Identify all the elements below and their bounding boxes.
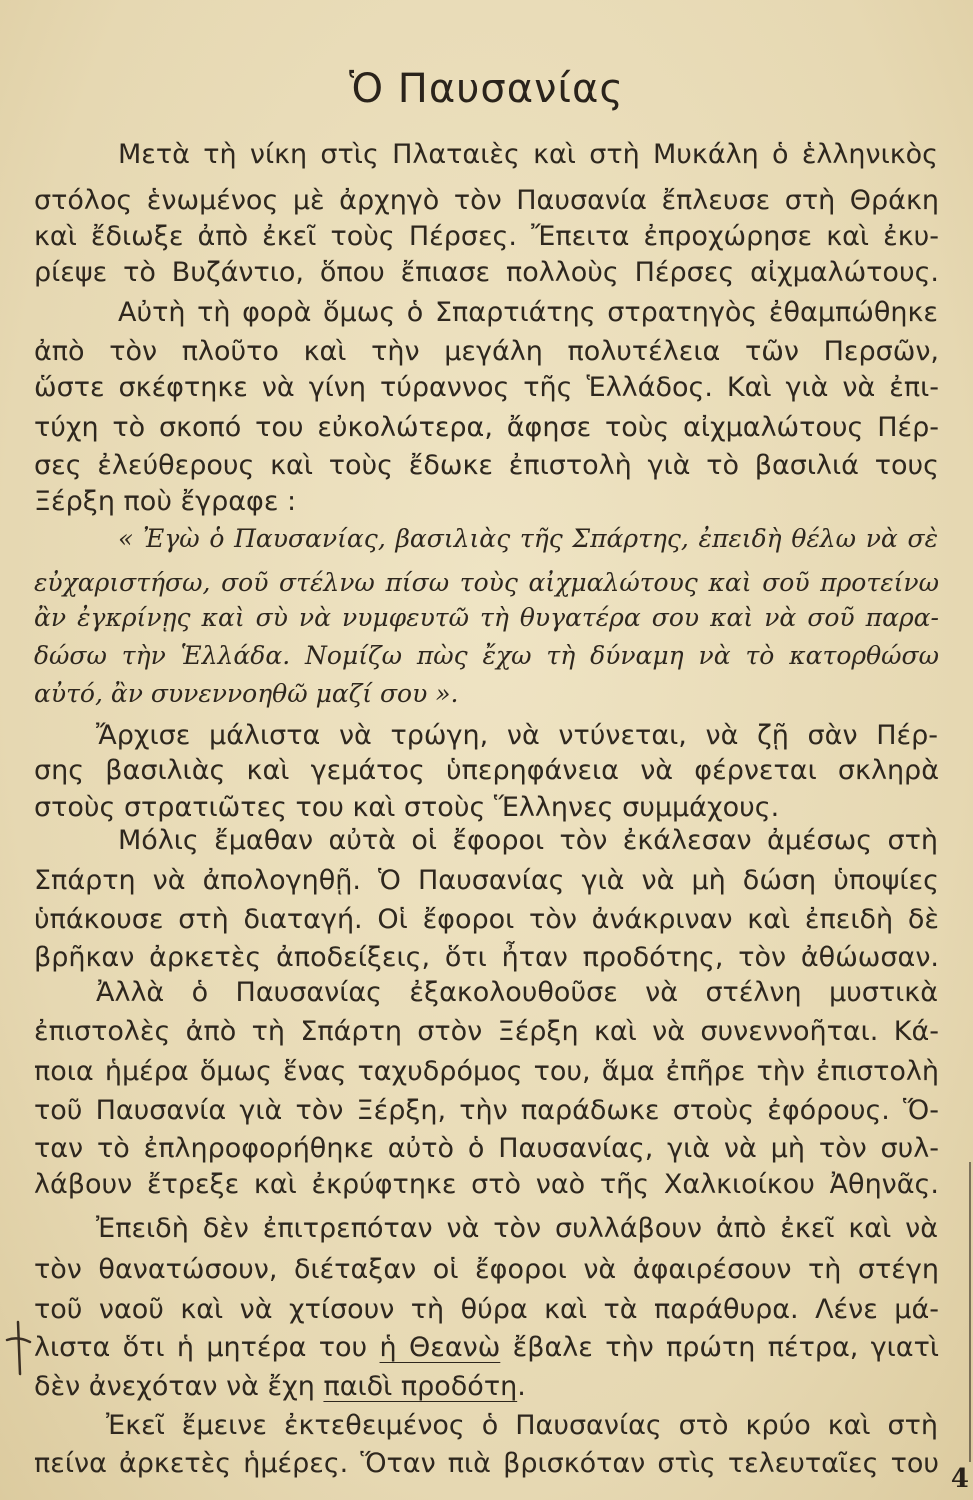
quote-line: ἂν ἐγκρίνῃς καὶ σὺ νὰ νυμφευτῶ τὴ θυγατέρα σου καὶ νὰ σοῦ παρα- <box>34 603 939 632</box>
page-number: 4 <box>950 1464 969 1494</box>
text-line: πείνα ἀρκετὲς ἡμέρες. Ὅταν πιὰ βρισκόταν στὶς τελευταῖες του <box>34 1448 939 1479</box>
text-line: ἀπὸ τὸν πλοῦτο καὶ τὴν μεγάλη πολυτέλεια τῶν Περσῶν, <box>34 336 939 367</box>
text-line: τύχη τὸ σκοπό του εὐκολώτερα, ἄφησε τοὺς αἰχμαλώτους Πέρ- <box>34 412 939 443</box>
text-line: τοῦ ναοῦ καὶ νὰ χτίσουν τὴ θύρα καὶ τὰ παράθυρα. Λένε μά- <box>34 1294 939 1325</box>
text-line: λάβουν ἔτρεξε καὶ ἐκρύφτηκε στὸ ναὸ τῆς Χαλκιοίκου Ἀθηνᾶς. <box>34 1169 939 1200</box>
text-line: σες ἐλεύθερους καὶ τοὺς ἔδωκε ἐπιστολὴ γιὰ τὸ βασιλιά τους <box>34 450 939 481</box>
text-line: βρῆκαν ἀρκετὲς ἀποδείξεις, ὅτι ἦταν προδότης, τὸν ἀθώωσαν. <box>34 942 939 973</box>
text-line: στόλος ἑνωμένος μὲ ἀρχηγὸ τὸν Παυσανία ἔπλευσε στὴ Θράκη <box>34 185 939 216</box>
handwritten-mark-icon <box>4 1318 32 1378</box>
text-line: Μετὰ τὴ νίκη στὶς Πλαταιὲς καὶ στὴ Μυκάλη ὁ ἑλληνικὸς <box>118 139 938 170</box>
underlined-text: ἡ Θεανὼ <box>379 1332 501 1363</box>
text-segment: λιστα ὅτι ἡ μητέρα του <box>34 1332 380 1363</box>
text-line: ποια ἡμέρα ὅμως ἕνας ταχυδρόμος του, ἅμα ἐπῆρε τὴν ἐπιστολὴ <box>34 1056 939 1087</box>
page-title: Ὁ Παυσανίας <box>349 66 624 112</box>
text-line: τὸν θανατώσουν, διέταξαν οἱ ἔφοροι νὰ ἀφαιρέσουν τὴ στέγη <box>34 1254 939 1285</box>
text-line: ρίεψε τὸ Βυζάντιο, ὅπου ἔπιασε πολλοὺς Πέρσες αἰχμαλώτους. <box>34 257 939 288</box>
text-line: Ἐκεῖ ἔμεινε ἐκτεθειμένος ὁ Παυσανίας στὸ κρύο καὶ στὴ <box>106 1410 938 1441</box>
text-segment: . <box>517 1371 526 1402</box>
text-line: ὑπάκουσε στὴ διαταγή. Οἱ ἔφοροι τὸν ἀνάκριναν καὶ ἐπειδὴ δὲ <box>34 904 939 935</box>
text-line: Ἐπειδὴ δὲν ἐπιτρεπόταν νὰ τὸν συλλάβουν ἀπὸ ἐκεῖ καὶ νὰ <box>96 1213 938 1244</box>
text-line: ὥστε σκέφτηκε νὰ γίνη τύραννος τῆς Ἑλλάδος. Καὶ γιὰ νὰ ἐπι- <box>34 372 939 403</box>
text-line: ἐπιστολὲς ἀπὸ τὴ Σπάρτη στὸν Ξέρξη καὶ νὰ συνεννοῆται. Κά- <box>34 1016 939 1047</box>
text-segment: δὲν ἀνεχόταν νὰ ἔχη <box>34 1371 324 1402</box>
text-line: στοὺς στρατιῶτες του καὶ στοὺς Ἕλληνες συμμάχους. <box>34 792 780 823</box>
text-line: Ἀλλὰ ὁ Παυσανίας ἐξακολουθοῦσε νὰ στέλνη μυστικὰ <box>96 977 938 1008</box>
text-line: σης βασιλιὰς καὶ γεμάτος ὑπερηφάνεια νὰ φέρνεται σκληρὰ <box>34 755 939 786</box>
quote-line: δώσω τὴν Ἑλλάδα. Νομίζω πὼς ἔχω τὴ δύναμη νὰ τὸ κατορθώσω <box>34 641 939 670</box>
text-line: τοῦ Παυσανία γιὰ τὸν Ξέρξη, τὴν παράδωκε στοὺς ἐφόρους. Ὅ- <box>34 1095 939 1126</box>
text-line: ταν τὸ ἐπληροφορήθηκε αὐτὸ ὁ Παυσανίας, γιὰ νὰ μὴ τὸν συλ- <box>34 1133 939 1164</box>
text-line: Μόλις ἔμαθαν αὐτὰ οἱ ἔφοροι τὸν ἐκάλεσαν ἀμέσως στὴ <box>118 825 938 856</box>
text-line: Ἄρχισε μάλιστα νὰ τρώγη, νὰ ντύνεται, νὰ ζῇ σὰν Πέρ- <box>96 720 938 751</box>
text-line <box>34 1365 939 1409</box>
quote-line: αὐτό, ἂν συνεννοηθῶ μαζί σου ». <box>34 679 459 708</box>
text-line: Ξέρξη ποὺ ἔγραφε : <box>34 486 297 517</box>
page-edge-line <box>969 1162 971 1462</box>
text-line: Αὐτὴ τὴ φορὰ ὅμως ὁ Σπαρτιάτης στρατηγὸς ἐθαμπώθηκε <box>118 297 938 328</box>
quote-line: εὐχαριστήσω, σοῦ στέλνω πίσω τοὺς αἰχμαλώτους καὶ σοῦ προτείνω <box>34 568 939 597</box>
text-segment: ἔβαλε τὴν πρώτη πέτρα, γιατὶ <box>500 1332 939 1363</box>
text-line <box>34 1326 939 1370</box>
text-line: Σπάρτη νὰ ἀπολογηθῇ. Ὁ Παυσανίας γιὰ νὰ μὴ δώση ὑποψίες <box>34 865 939 896</box>
underlined-text: παιδὶ προδότη <box>323 1371 518 1402</box>
quote-line: « Ἐγὼ ὁ Παυσανίας, βασιλιὰς τῆς Σπάρτης, ἐπειδὴ θέλω νὰ σὲ <box>118 524 938 553</box>
text-line: καὶ ἔδιωξε ἀπὸ ἐκεῖ τοὺς Πέρσες. Ἔπειτα ἐπροχώρησε καὶ ἐκυ- <box>34 221 939 252</box>
